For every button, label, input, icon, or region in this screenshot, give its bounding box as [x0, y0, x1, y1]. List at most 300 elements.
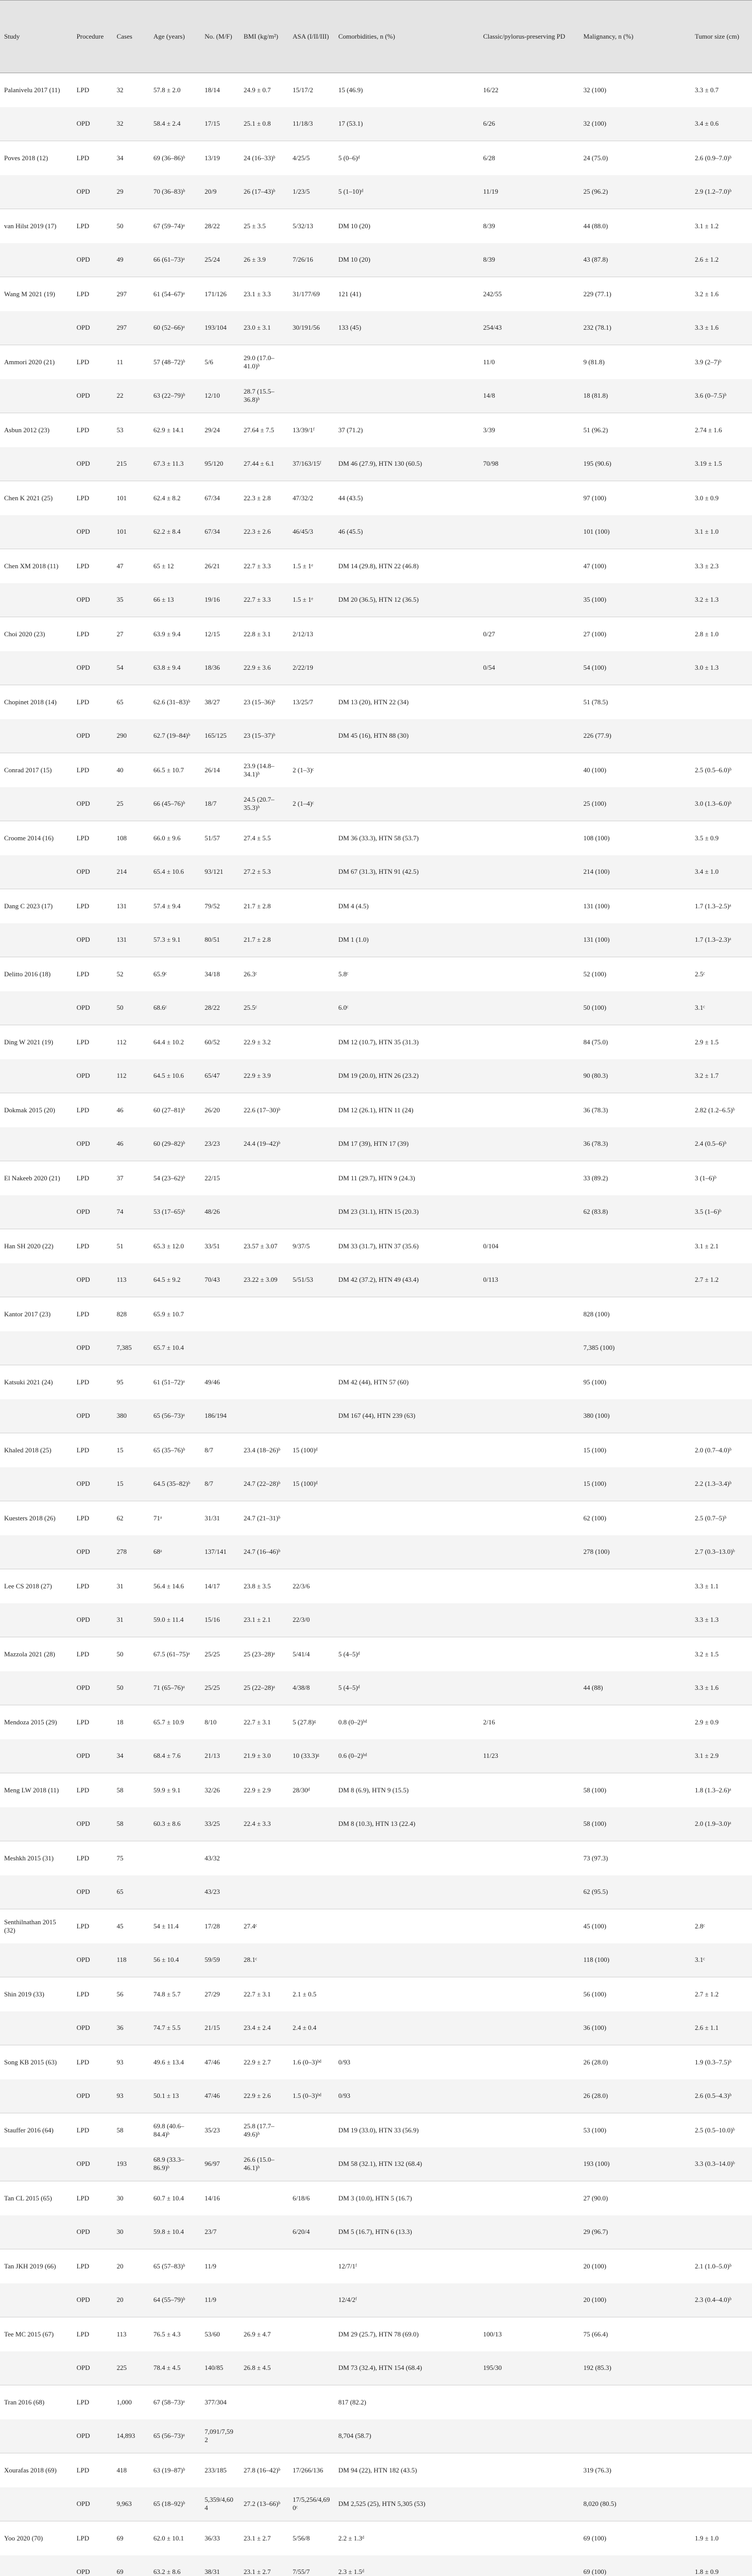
cell-malignancy: 50 (100)	[579, 991, 691, 1025]
cell-tumor-size: 2.7 ± 1.2	[691, 1263, 752, 1297]
cell-classic-pp	[479, 889, 579, 923]
cell-age: 67 (59–74)ᵃ	[153, 222, 185, 230]
cell-malignancy	[579, 1637, 691, 1671]
cell-study: Yoo 2020 (70)	[4, 2534, 43, 2542]
table-row	[0, 617, 752, 651]
cell-cases: 58	[116, 1786, 124, 1794]
cell-study: Ding W 2021 (19)	[4, 1038, 54, 1046]
cell-cases: 75	[116, 1854, 124, 1862]
cell-bmi: 27.4 ± 5.5	[244, 834, 271, 842]
cell-bmi: 22.9 ± 2.6	[240, 2079, 288, 2113]
cell-study	[0, 2079, 73, 2113]
cell-asa: 37/163/15ᶠ	[288, 447, 334, 481]
cell-classic-pp	[479, 1433, 579, 1467]
table-row	[0, 1331, 752, 1365]
cell-classic-pp: 8/39	[483, 222, 495, 230]
cell-sex: 59/59	[200, 1943, 240, 1977]
table-row	[0, 107, 752, 141]
cell-age: 62.4 ± 8.2	[153, 494, 181, 502]
cell-classic-pp: 16/22	[483, 86, 499, 94]
cell-tumor-size: 3.1 ± 2.9	[691, 1739, 752, 1773]
cell-asa: 17/266/136	[293, 2466, 323, 2474]
cell-age: 65.9 ± 10.7	[153, 1310, 184, 1318]
cell-sex: 67/34	[200, 515, 240, 549]
cell-age: 65 (56–73)ᵃ	[149, 2419, 200, 2453]
cell-asa	[288, 1807, 334, 1841]
cell-malignancy: 192 (85.3)	[579, 2351, 691, 2385]
cell-sex: 8/7	[204, 1446, 213, 1454]
cell-tumor-size	[691, 2419, 752, 2453]
cell-classic-pp	[479, 1909, 579, 1943]
cell-classic-pp	[479, 1671, 579, 1705]
cell-procedure: LPD	[76, 1174, 90, 1182]
cell-sex: 23/23	[200, 1127, 240, 1161]
cell-comorbidities	[334, 651, 479, 685]
cell-sex: 38/31	[200, 2555, 240, 2576]
cell-procedure: OPD	[73, 243, 113, 277]
cell-asa: 11/18/3	[288, 107, 334, 141]
table-row	[0, 2453, 752, 2487]
cell-comorbidities: DM 13 (20), HTN 22 (34)	[338, 698, 409, 706]
header-bmi: BMI (kg/m²)	[240, 1, 288, 73]
cell-asa: 5/51/53	[288, 1263, 334, 1297]
cell-procedure: LPD	[76, 1582, 90, 1590]
cell-bmi: 23.1 ± 2.1	[240, 1603, 288, 1637]
cell-malignancy: 62 (83.8)	[579, 1195, 691, 1229]
cell-bmi: 23.8 ± 3.5	[244, 1582, 271, 1590]
cell-malignancy: 193 (100)	[579, 2147, 691, 2181]
cell-sex: 28/22	[204, 222, 220, 230]
cell-procedure: LPD	[76, 1922, 90, 1930]
cell-malignancy: 15 (100)	[583, 1446, 607, 1454]
cell-asa: 1/23/5	[288, 175, 334, 209]
cell-malignancy: 9 (81.8)	[583, 358, 605, 366]
cell-bmi: 23.4 ± 2.4	[240, 2011, 288, 2045]
cell-malignancy: 8,020 (80.5)	[579, 2487, 691, 2521]
cell-bmi: 24 (16–33)ᵇ	[244, 154, 276, 162]
cell-malignancy: 32 (100)	[583, 86, 607, 94]
table-row	[0, 1467, 752, 1501]
table-row	[0, 1875, 752, 1909]
cell-asa	[288, 2385, 334, 2419]
cell-age: 62.9 ± 14.1	[153, 426, 184, 434]
cell-asa	[288, 379, 334, 413]
cell-cases: 108	[116, 834, 127, 842]
cell-bmi: 22.8 ± 3.1	[244, 630, 271, 638]
cell-age: 64.5 (35–82)ᵇ	[149, 1467, 200, 1501]
cell-procedure: OPD	[73, 1331, 113, 1365]
cell-classic-pp: 2/16	[483, 1718, 495, 1726]
cell-tumor-size	[691, 719, 752, 753]
cell-study	[0, 2011, 73, 2045]
cell-malignancy: 108 (100)	[583, 834, 610, 842]
cell-procedure: LPD	[76, 154, 90, 162]
cell-malignancy: 36 (78.3)	[583, 1106, 608, 1114]
cell-asa	[288, 2113, 334, 2147]
cell-asa	[288, 345, 334, 379]
cell-tumor-size	[691, 2317, 752, 2351]
cell-asa: 13/25/7	[293, 698, 313, 706]
cell-asa: 2/12/13	[293, 630, 313, 638]
cell-age: 63.9 ± 9.4	[153, 630, 181, 638]
cell-classic-pp	[479, 1399, 579, 1433]
cell-tumor-size	[691, 685, 752, 719]
cell-bmi: 23.22 ± 3.09	[240, 1263, 288, 1297]
cell-sex: 5,359/4,604	[200, 2487, 240, 2521]
cell-procedure: OPD	[73, 923, 113, 957]
cell-procedure: LPD	[76, 2534, 90, 2542]
cell-sex: 53/60	[204, 2330, 220, 2338]
cell-classic-pp: 242/55	[483, 290, 502, 298]
cell-malignancy: 27 (90.0)	[583, 2194, 608, 2202]
cell-classic-pp: 0/27	[483, 630, 495, 638]
cell-cases: 69	[112, 2555, 149, 2576]
cell-procedure: LPD	[76, 1786, 90, 1794]
cell-study	[0, 2419, 73, 2453]
cell-malignancy: 45 (100)	[583, 1922, 607, 1930]
cell-procedure: OPD	[73, 1603, 113, 1637]
cell-cases: 65	[112, 1875, 149, 1909]
cell-cases: 34	[112, 1739, 149, 1773]
cell-comorbidities	[334, 1569, 479, 1603]
cell-age: 62.6 (31–83)ᵇ	[153, 698, 190, 706]
cell-tumor-size: 2.3 (0.4–4.0)ᵇ	[691, 2283, 752, 2317]
table-row	[0, 2215, 752, 2249]
table-row	[0, 2385, 752, 2419]
cell-comorbidities	[334, 1433, 479, 1467]
cell-age: 66.0 ± 9.6	[153, 834, 181, 842]
cell-comorbidities: 0/93	[338, 2058, 350, 2066]
cell-procedure: LPD	[76, 698, 90, 706]
cell-cases: 53	[116, 426, 124, 434]
table-row	[0, 753, 752, 787]
cell-asa	[288, 1025, 334, 1059]
cell-procedure: LPD	[76, 2398, 90, 2406]
cell-bmi: 26 (17–43)ᵇ	[240, 175, 288, 209]
cell-bmi: 25.8 (17.7–49.6)ᵇ	[244, 2122, 275, 2138]
header-malignancy: Malignancy, n (%)	[579, 1, 691, 73]
table-row	[0, 1263, 752, 1297]
cell-sex: 25/25	[200, 1671, 240, 1705]
cell-malignancy: 73 (97.3)	[583, 1854, 608, 1862]
cell-procedure: OPD	[73, 2419, 113, 2453]
table-row	[0, 277, 752, 311]
cell-comorbidities: DM 12 (10.7), HTN 35 (31.3)	[338, 1038, 419, 1046]
cell-cases: 54	[112, 651, 149, 685]
cell-age: 58.4 ± 2.4	[149, 107, 200, 141]
cell-cases: 380	[112, 1399, 149, 1433]
cell-bmi: 28.1ᶜ	[240, 1943, 288, 1977]
cell-study: Choi 2020 (23)	[4, 630, 45, 638]
cell-bmi	[240, 2283, 288, 2317]
cell-bmi: 25 (23–28)ᵃ	[244, 1650, 275, 1658]
cell-cases: 37	[116, 1174, 124, 1182]
cell-tumor-size: 2.5 (0.5–10.0)ᵇ	[694, 2126, 735, 2134]
cell-procedure: OPD	[73, 447, 113, 481]
cell-age: 65.9ᶜ	[153, 970, 167, 978]
cell-age: 74.7 ± 5.5	[149, 2011, 200, 2045]
cell-tumor-size: 3.0 (1.3–6.0)ᵇ	[691, 787, 752, 821]
cell-procedure: OPD	[73, 1127, 113, 1161]
table-row	[0, 2147, 752, 2181]
cell-tumor-size: 3.3 ± 1.3	[691, 1603, 752, 1637]
cell-cases: 27	[116, 630, 124, 638]
cell-malignancy: 47 (100)	[583, 562, 607, 570]
cell-sex: 11/9	[204, 2262, 216, 2270]
cell-comorbidities: DM 10 (20)	[334, 243, 479, 277]
cell-tumor-size: 3.2 ± 1.6	[694, 290, 719, 298]
cell-malignancy: 51 (96.2)	[583, 426, 608, 434]
cell-asa: 15 (100)ᵈ	[293, 1446, 318, 1454]
cell-asa: 15 (100)ᵈ	[288, 1467, 334, 1501]
cell-cases: 22	[112, 379, 149, 413]
cell-study: Tee MC 2015 (67)	[4, 2330, 54, 2338]
cell-asa: 46/45/3	[288, 515, 334, 549]
cell-bmi: 29.0 (17.0–41.0)ᵇ	[244, 353, 275, 370]
table-row	[0, 1569, 752, 1603]
cell-age: 53 (17–65)ᵇ	[149, 1195, 200, 1229]
cell-classic-pp	[479, 2215, 579, 2249]
cell-sex: 60/52	[204, 1038, 220, 1046]
cell-procedure: OPD	[73, 1739, 113, 1773]
cell-classic-pp	[479, 1161, 579, 1195]
cell-cases: 25	[112, 787, 149, 821]
cell-tumor-size: 2.6 ± 1.2	[691, 243, 752, 277]
cell-procedure: OPD	[73, 787, 113, 821]
cell-asa: 5/56/8	[293, 2534, 310, 2542]
cell-classic-pp	[479, 1365, 579, 1399]
cell-comorbidities: 2.3 ± 1.5ᵈ	[334, 2555, 479, 2576]
cell-study	[0, 243, 73, 277]
table-row	[0, 141, 752, 175]
cell-cases: 20	[112, 2283, 149, 2317]
cell-study: Dang C 2023 (17)	[4, 902, 53, 910]
cell-classic-pp	[479, 583, 579, 617]
cell-classic-pp	[479, 923, 579, 957]
cell-study: Chen XM 2018 (11)	[4, 562, 59, 570]
cell-bmi: 22.7 ± 3.1	[244, 1718, 271, 1726]
cell-classic-pp	[479, 821, 579, 855]
cell-malignancy	[579, 1603, 691, 1637]
cell-comorbidities: DM 23 (31.1), HTN 15 (20.3)	[334, 1195, 479, 1229]
cell-tumor-size	[691, 1365, 752, 1399]
cell-cases: 14,893	[112, 2419, 149, 2453]
cell-age: 54 (23–62)ᵇ	[153, 1174, 185, 1182]
cell-comorbidities: 12/4/2ᶠ	[334, 2283, 479, 2317]
cell-sex: 80/51	[200, 923, 240, 957]
cell-study	[0, 1671, 73, 1705]
cell-tumor-size: 2.7 (0.3–13.0)ᵇ	[691, 1535, 752, 1569]
table-row	[0, 1501, 752, 1535]
cell-study	[0, 651, 73, 685]
cell-cases: 112	[112, 1059, 149, 1093]
cell-procedure: LPD	[76, 1106, 90, 1114]
cell-sex: 186/194	[200, 1399, 240, 1433]
cell-tumor-size: 2.0 (1.9–3.0)ᵃ	[691, 1807, 752, 1841]
table-row	[0, 175, 752, 209]
cell-procedure: OPD	[73, 2351, 113, 2385]
cell-age: 56.4 ± 14.6	[153, 1582, 184, 1590]
cell-comorbidities: DM 3 (10.0), HTN 5 (16.7)	[338, 2194, 412, 2202]
cell-comorbidities: 15 (46.9)	[338, 86, 363, 94]
cell-asa	[288, 2249, 334, 2283]
cell-study: Poves 2018 (12)	[4, 154, 48, 162]
cell-bmi: 22.9 ± 2.9	[244, 1786, 271, 1794]
cell-asa: 2/22/19	[288, 651, 334, 685]
cell-malignancy: 24 (75.0)	[583, 154, 608, 162]
table-row	[0, 2011, 752, 2045]
cell-procedure: LPD	[76, 1310, 90, 1318]
cell-age: 60 (27–81)ᵇ	[153, 1106, 185, 1114]
cell-malignancy: 25 (100)	[579, 787, 691, 821]
cell-asa	[288, 1059, 334, 1093]
cell-classic-pp	[479, 753, 579, 787]
cell-comorbidities	[334, 1943, 479, 1977]
table-row	[0, 2419, 752, 2453]
cell-cases: 47	[116, 562, 124, 570]
cell-procedure: OPD	[73, 2555, 113, 2576]
cell-classic-pp	[479, 1059, 579, 1093]
cell-tumor-size: 2.8 ± 1.0	[694, 630, 719, 638]
cell-malignancy: 7,385 (100)	[579, 1331, 691, 1365]
cell-sex: 193/104	[200, 311, 240, 345]
cell-malignancy: 20 (100)	[579, 2283, 691, 2317]
cell-malignancy: 58 (100)	[583, 1786, 607, 1794]
cell-sex: 25/24	[200, 243, 240, 277]
cell-cases: 52	[116, 970, 124, 978]
cell-comorbidities: DM 58 (32.1), HTN 132 (68.4)	[334, 2147, 479, 2181]
cell-bmi: 23.1 ± 2.7	[240, 2555, 288, 2576]
cell-comorbidities: DM 19 (33.0), HTN 33 (56.9)	[338, 2126, 419, 2134]
cell-cases: 95	[116, 1378, 124, 1386]
cell-sex: 33/51	[204, 1242, 220, 1250]
cell-asa	[288, 957, 334, 991]
cell-age: 63 (19–87)ᵇ	[153, 2466, 185, 2474]
cell-comorbidities	[334, 1977, 479, 2011]
cell-bmi: 21.7 ± 2.8	[240, 923, 288, 957]
cell-study: Mazzola 2021 (28)	[4, 1650, 55, 1658]
cell-study	[0, 107, 73, 141]
cell-malignancy	[579, 1569, 691, 1603]
cell-bmi: 22.4 ± 3.3	[240, 1807, 288, 1841]
cell-malignancy: 43 (87.8)	[579, 243, 691, 277]
cell-classic-pp	[479, 1569, 579, 1603]
cell-procedure: LPD	[76, 1038, 90, 1046]
cell-malignancy: 27 (100)	[583, 630, 607, 638]
table-row	[0, 549, 752, 583]
cell-asa: 1.6 (0–3)ᵇᵈ	[293, 2058, 321, 2066]
cell-cases: 36	[112, 2011, 149, 2045]
cell-sex	[200, 1297, 240, 1331]
cell-asa	[288, 1195, 334, 1229]
cell-sex: 18/14	[204, 86, 220, 94]
cell-comorbidities: 5 (0–6)ᵈ	[338, 154, 360, 162]
cell-age: 63.8 ± 9.4	[149, 651, 200, 685]
cell-procedure: LPD	[76, 2330, 90, 2338]
cell-study	[0, 1875, 73, 1909]
cell-cases: 112	[116, 1038, 127, 1046]
cell-procedure: OPD	[73, 1467, 113, 1501]
cell-sex	[200, 1331, 240, 1365]
cell-asa: 22/3/6	[293, 1582, 310, 1590]
table-row	[0, 1807, 752, 1841]
cell-sex: 48/26	[200, 1195, 240, 1229]
cell-cases: 297	[116, 290, 127, 298]
cell-bmi	[240, 1841, 288, 1875]
cell-sex: 36/33	[204, 2534, 220, 2542]
cell-malignancy: 54 (100)	[579, 651, 691, 685]
table-row	[0, 1025, 752, 1059]
cell-asa: 2.1 ± 0.5	[293, 1990, 317, 1998]
cell-study: Asbun 2012 (23)	[4, 426, 50, 434]
cell-age: 65 (57–83)ᵇ	[153, 2262, 185, 2270]
cell-cases: 40	[116, 766, 124, 774]
cell-comorbidities: DM 2,525 (25), HTN 5,305 (53)	[334, 2487, 479, 2521]
cell-classic-pp	[479, 481, 579, 515]
cell-asa: 10 (33.3)ᵍ	[288, 1739, 334, 1773]
cell-malignancy	[579, 1229, 691, 1263]
cell-sex: 27/29	[204, 1990, 220, 1998]
cell-tumor-size: 1.9 ± 1.0	[694, 2534, 719, 2542]
cell-age: 61 (54–67)ᵃ	[153, 290, 185, 298]
cell-tumor-size: 2.7 ± 1.2	[694, 1990, 719, 1998]
cell-tumor-size: 2.1 (1.0–5.0)ᵇ	[694, 2262, 732, 2270]
cell-comorbidities: 5 (1–10)ᵈ	[334, 175, 479, 209]
cell-classic-pp: 6/28	[483, 154, 495, 162]
cell-malignancy: 232 (78.1)	[579, 311, 691, 345]
cell-age: 65 ± 12	[153, 562, 174, 570]
cell-bmi: 23.1 ± 3.3	[244, 290, 271, 298]
cell-cases: 29	[112, 175, 149, 209]
cell-cases: 15	[112, 1467, 149, 1501]
cell-cases: 101	[112, 515, 149, 549]
cell-age: 64.5 ± 10.6	[149, 1059, 200, 1093]
cell-age: 74.8 ± 5.7	[153, 1990, 181, 1998]
cell-study: Stauffer 2016 (64)	[4, 2126, 54, 2134]
cell-procedure: OPD	[73, 583, 113, 617]
cell-asa: 5/41/4	[293, 1650, 310, 1658]
cell-bmi: 22.9 ± 3.9	[240, 1059, 288, 1093]
cell-tumor-size: 3.3 ± 2.3	[694, 562, 719, 570]
cell-cases: 30	[112, 2215, 149, 2249]
cell-bmi	[240, 1195, 288, 1229]
cell-comorbidities	[334, 1909, 479, 1943]
table-row	[0, 1773, 752, 1807]
cell-procedure: OPD	[73, 719, 113, 753]
cell-sex: 165/125	[200, 719, 240, 753]
cell-bmi	[240, 1331, 288, 1365]
cell-asa: 5 (27.8)ᵍ	[293, 1718, 316, 1726]
cell-asa: 2 (1–3)ᶜ	[293, 766, 314, 774]
cell-study	[0, 1943, 73, 1977]
cell-study	[0, 311, 73, 345]
cell-cases: 131	[116, 902, 127, 910]
cell-study	[0, 447, 73, 481]
cell-procedure: OPD	[73, 1943, 113, 1977]
cell-tumor-size: 3.2 ± 1.5	[694, 1650, 719, 1658]
cell-study	[0, 1535, 73, 1569]
cell-study	[0, 1195, 73, 1229]
cell-cases: 65	[116, 698, 124, 706]
cell-procedure: LPD	[76, 2126, 90, 2134]
cell-classic-pp: 0/113	[479, 1263, 579, 1297]
cell-bmi	[240, 2181, 288, 2215]
cell-sex: 43/32	[204, 1854, 220, 1862]
cell-tumor-size: 3.3 ± 1.6	[691, 311, 752, 345]
cell-bmi: 22.7 ± 3.3	[244, 562, 271, 570]
cell-comorbidities: DM 167 (44), HTN 239 (63)	[334, 1399, 479, 1433]
cell-tumor-size: 3.1 ± 1.0	[691, 515, 752, 549]
